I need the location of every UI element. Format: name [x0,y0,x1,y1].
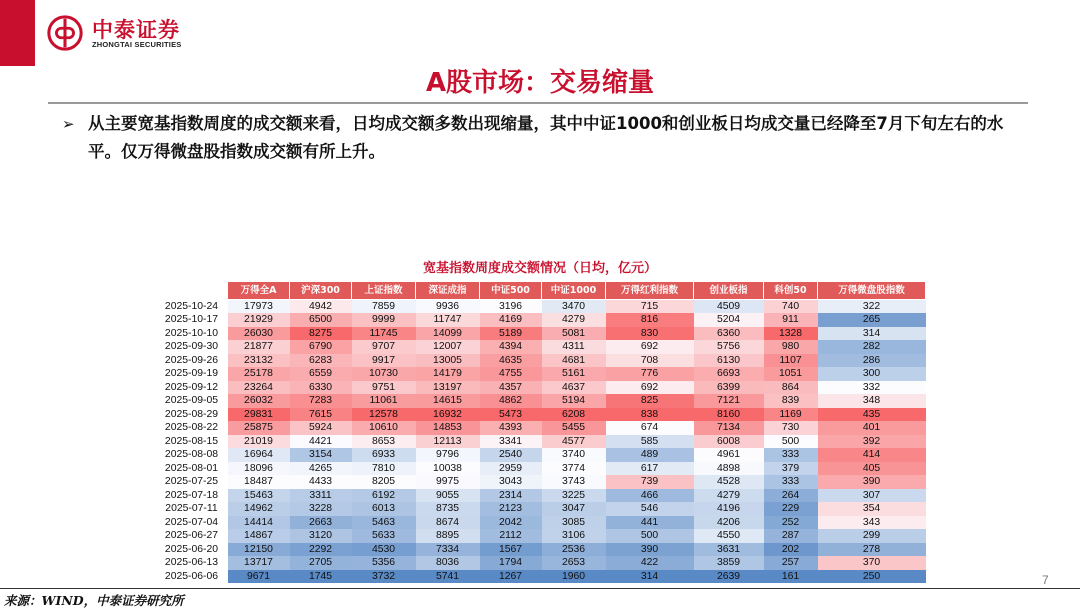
value-cell: 5081 [542,327,606,341]
value-cell: 161 [764,570,818,584]
value-cell: 980 [764,340,818,354]
value-cell: 6360 [694,327,764,341]
value-cell: 29831 [228,408,290,422]
table-row [156,462,926,476]
table-row [156,543,926,557]
footer-divider [0,588,1080,589]
table-row [156,475,926,489]
value-cell: 9999 [352,313,416,327]
value-cell: 2042 [480,516,542,530]
value-cell: 435 [818,408,926,422]
value-cell: 4169 [480,313,542,327]
value-cell: 6330 [290,381,352,395]
value-cell: 278 [818,543,926,557]
summary-bullet [62,110,1022,166]
value-cell: 8275 [290,327,352,341]
table-row [156,340,926,354]
value-cell: 8895 [416,529,480,543]
value-cell: 392 [818,435,926,449]
date-cell: 2025-10-24 [156,300,228,314]
value-cell: 370 [818,556,926,570]
table-row [156,354,926,368]
value-cell: 12113 [416,435,480,449]
value-cell: 489 [606,448,694,462]
value-cell: 10730 [352,367,416,381]
date-cell: 2025-09-26 [156,354,228,368]
value-cell: 252 [764,516,818,530]
value-cell: 12007 [416,340,480,354]
table-row [156,381,926,395]
value-cell: 2705 [290,556,352,570]
value-cell: 282 [818,340,926,354]
value-cell: 14099 [416,327,480,341]
table-header-row [156,282,926,300]
date-cell: 2025-10-10 [156,327,228,341]
value-cell: 4530 [352,543,416,557]
value-cell: 250 [818,570,926,584]
value-cell: 4577 [542,435,606,449]
value-cell: 300 [818,367,926,381]
value-cell: 830 [606,327,694,341]
column-header: 创业板指 [694,282,764,300]
value-cell: 441 [606,516,694,530]
table-caption: 宽基指数周度成交额情况（日均，亿元） [422,261,657,276]
value-cell: 2653 [542,556,606,570]
brand-name-en: ZHONGTAI SECURITIES [92,40,182,49]
value-cell: 4942 [290,300,352,314]
column-header: 中证1000 [542,282,606,300]
table-row [156,327,926,341]
value-cell: 379 [764,462,818,476]
date-cell: 2025-08-29 [156,408,228,422]
value-cell: 7134 [694,421,764,435]
value-cell: 708 [606,354,694,368]
value-cell: 4637 [542,381,606,395]
value-cell: 4196 [694,502,764,516]
value-cell: 825 [606,394,694,408]
value-cell: 5463 [352,516,416,530]
value-cell: 6208 [542,408,606,422]
value-cell: 3311 [290,489,352,503]
value-cell: 1169 [764,408,818,422]
value-cell: 715 [606,300,694,314]
brand-name-cn: 中泰证券 [92,18,180,42]
value-cell: 8735 [416,502,480,516]
value-cell: 5455 [542,421,606,435]
value-cell: 9796 [416,448,480,462]
value-cell: 14962 [228,502,290,516]
value-cell: 1328 [764,327,818,341]
value-cell: 5161 [542,367,606,381]
value-cell: 13005 [416,354,480,368]
value-cell: 265 [818,313,926,327]
value-cell: 17973 [228,300,290,314]
value-cell: 25178 [228,367,290,381]
value-cell: 739 [606,475,694,489]
value-cell: 5756 [694,340,764,354]
value-cell: 6399 [694,381,764,395]
value-cell: 4681 [542,354,606,368]
column-header: 万得红利指数 [606,282,694,300]
value-cell: 229 [764,502,818,516]
value-cell: 314 [818,327,926,341]
value-cell: 5204 [694,313,764,327]
value-cell: 202 [764,543,818,557]
date-cell: 2025-06-13 [156,556,228,570]
value-cell: 390 [818,475,926,489]
column-header: 万得微盘股指数 [818,282,926,300]
value-cell: 9751 [352,381,416,395]
value-cell: 18096 [228,462,290,476]
table-row [156,570,926,584]
value-cell: 2540 [480,448,542,462]
date-cell: 2025-07-11 [156,502,228,516]
value-cell: 4898 [694,462,764,476]
value-cell: 3225 [542,489,606,503]
value-cell: 10610 [352,421,416,435]
date-cell: 2025-09-12 [156,381,228,395]
value-cell: 11747 [416,313,480,327]
value-cell: 307 [818,489,926,503]
value-cell: 864 [764,381,818,395]
value-cell: 18487 [228,475,290,489]
column-header-date [156,282,228,300]
value-cell: 4550 [694,529,764,543]
table-row [156,435,926,449]
table-row [156,421,926,435]
date-cell: 2025-06-20 [156,543,228,557]
value-cell: 1960 [542,570,606,584]
title-divider [48,102,1028,104]
value-cell: 4421 [290,435,352,449]
value-cell: 3470 [542,300,606,314]
date-cell: 2025-08-01 [156,462,228,476]
value-cell: 6559 [290,367,352,381]
value-cell: 3631 [694,543,764,557]
value-cell: 3085 [542,516,606,530]
slide-title: A股市场：交易缩量 [425,68,655,98]
value-cell: 14615 [416,394,480,408]
value-cell: 5194 [542,394,606,408]
date-cell: 2025-08-08 [156,448,228,462]
value-cell: 6500 [290,313,352,327]
value-cell: 500 [606,529,694,543]
value-cell: 21877 [228,340,290,354]
value-cell: 322 [818,300,926,314]
value-cell: 14414 [228,516,290,530]
value-cell: 2663 [290,516,352,530]
value-cell: 9707 [352,340,416,354]
value-cell: 6933 [352,448,416,462]
value-cell: 7810 [352,462,416,476]
value-cell: 21019 [228,435,290,449]
value-cell: 2536 [542,543,606,557]
value-cell: 12578 [352,408,416,422]
value-cell: 730 [764,421,818,435]
value-cell: 1745 [290,570,352,584]
value-cell: 4528 [694,475,764,489]
value-cell: 414 [818,448,926,462]
table-row [156,529,926,543]
table-body [156,300,926,584]
value-cell: 5356 [352,556,416,570]
value-cell: 299 [818,529,926,543]
bullet-arrow-icon: ➢ [62,115,75,133]
date-cell: 2025-07-18 [156,489,228,503]
value-cell: 692 [606,381,694,395]
column-header: 科创50 [764,282,818,300]
date-cell: 2025-07-04 [156,516,228,530]
value-cell: 3732 [352,570,416,584]
value-cell: 8205 [352,475,416,489]
value-cell: 11745 [352,327,416,341]
value-cell: 3859 [694,556,764,570]
value-cell: 23264 [228,381,290,395]
value-cell: 5189 [480,327,542,341]
table-row [156,300,926,314]
summary-text: 从主要宽基指数周度的成交额来看，日均成交额多数出现缩量，其中中证1000和创业板日均成交量已经降至7月下旬左右的水平。仅万得微盘股指数成交额有所上升。 [88,114,1004,161]
value-cell: 348 [818,394,926,408]
value-cell: 23132 [228,354,290,368]
value-cell: 1107 [764,354,818,368]
value-cell: 401 [818,421,926,435]
value-cell: 5633 [352,529,416,543]
value-cell: 4311 [542,340,606,354]
value-cell: 9055 [416,489,480,503]
value-cell: 2112 [480,529,542,543]
turnover-table [155,281,926,583]
value-cell: 6130 [694,354,764,368]
table-row [156,394,926,408]
value-cell: 7121 [694,394,764,408]
value-cell: 3341 [480,435,542,449]
value-cell: 13717 [228,556,290,570]
value-cell: 2314 [480,489,542,503]
value-cell: 2959 [480,462,542,476]
value-cell: 4279 [542,313,606,327]
value-cell: 21929 [228,313,290,327]
value-cell: 1051 [764,367,818,381]
brand-accent-bar [0,0,35,66]
value-cell: 9671 [228,570,290,584]
value-cell: 4433 [290,475,352,489]
value-cell: 8674 [416,516,480,530]
value-cell: 314 [606,570,694,584]
value-cell: 5924 [290,421,352,435]
value-cell: 4635 [480,354,542,368]
value-cell: 3154 [290,448,352,462]
value-cell: 7334 [416,543,480,557]
table-row [156,489,926,503]
date-cell: 2025-08-15 [156,435,228,449]
zhongtai-logo-icon [46,14,84,52]
value-cell: 25875 [228,421,290,435]
value-cell: 14867 [228,529,290,543]
value-cell: 4961 [694,448,764,462]
value-cell: 466 [606,489,694,503]
date-cell: 2025-06-06 [156,570,228,584]
value-cell: 4755 [480,367,542,381]
value-cell: 4265 [290,462,352,476]
value-cell: 3120 [290,529,352,543]
value-cell: 16964 [228,448,290,462]
value-cell: 4279 [694,489,764,503]
column-header: 万得全A [228,282,290,300]
value-cell: 546 [606,502,694,516]
date-cell: 2025-08-22 [156,421,228,435]
value-cell: 816 [606,313,694,327]
table-row [156,408,926,422]
value-cell: 4394 [480,340,542,354]
column-header: 深证成指 [416,282,480,300]
value-cell: 3774 [542,462,606,476]
value-cell: 617 [606,462,694,476]
column-header: 沪深300 [290,282,352,300]
value-cell: 390 [606,543,694,557]
date-cell: 2025-09-19 [156,367,228,381]
value-cell: 6283 [290,354,352,368]
value-cell: 7859 [352,300,416,314]
value-cell: 257 [764,556,818,570]
value-cell: 264 [764,489,818,503]
value-cell: 10038 [416,462,480,476]
value-cell: 3047 [542,502,606,516]
value-cell: 9975 [416,475,480,489]
table-row [156,556,926,570]
value-cell: 3228 [290,502,352,516]
value-cell: 7615 [290,408,352,422]
value-cell: 776 [606,367,694,381]
value-cell: 286 [818,354,926,368]
value-cell: 332 [818,381,926,395]
source-note: 来源：WIND，中泰证券研究所 [4,593,184,608]
value-cell: 674 [606,421,694,435]
value-cell: 3106 [542,529,606,543]
value-cell: 26032 [228,394,290,408]
value-cell: 6790 [290,340,352,354]
column-header: 中证500 [480,282,542,300]
value-cell: 12150 [228,543,290,557]
value-cell: 585 [606,435,694,449]
value-cell: 1794 [480,556,542,570]
value-cell: 9936 [416,300,480,314]
value-cell: 3196 [480,300,542,314]
value-cell: 500 [764,435,818,449]
value-cell: 6192 [352,489,416,503]
page-number: 7 [1042,573,1049,587]
value-cell: 4509 [694,300,764,314]
value-cell: 3740 [542,448,606,462]
value-cell: 16932 [416,408,480,422]
value-cell: 5741 [416,570,480,584]
value-cell: 2639 [694,570,764,584]
value-cell: 9917 [352,354,416,368]
column-header: 上证指数 [352,282,416,300]
table-row [156,448,926,462]
value-cell: 6693 [694,367,764,381]
value-cell: 287 [764,529,818,543]
table-row [156,313,926,327]
value-cell: 5473 [480,408,542,422]
date-cell: 2025-06-27 [156,529,228,543]
value-cell: 2292 [290,543,352,557]
value-cell: 8653 [352,435,416,449]
value-cell: 333 [764,448,818,462]
value-cell: 15463 [228,489,290,503]
value-cell: 692 [606,340,694,354]
value-cell: 839 [764,394,818,408]
value-cell: 14853 [416,421,480,435]
value-cell: 6008 [694,435,764,449]
value-cell: 11061 [352,394,416,408]
value-cell: 1267 [480,570,542,584]
value-cell: 13197 [416,381,480,395]
table-row [156,502,926,516]
date-cell: 2025-09-30 [156,340,228,354]
value-cell: 7283 [290,394,352,408]
value-cell: 14179 [416,367,480,381]
value-cell: 4357 [480,381,542,395]
date-cell: 2025-07-25 [156,475,228,489]
value-cell: 3043 [480,475,542,489]
value-cell: 3743 [542,475,606,489]
value-cell: 1567 [480,543,542,557]
value-cell: 4393 [480,421,542,435]
value-cell: 6013 [352,502,416,516]
date-cell: 2025-10-17 [156,313,228,327]
table-row [156,516,926,530]
value-cell: 2123 [480,502,542,516]
value-cell: 4862 [480,394,542,408]
value-cell: 740 [764,300,818,314]
value-cell: 354 [818,502,926,516]
value-cell: 333 [764,475,818,489]
value-cell: 8036 [416,556,480,570]
value-cell: 911 [764,313,818,327]
value-cell: 4206 [694,516,764,530]
date-cell: 2025-09-05 [156,394,228,408]
value-cell: 422 [606,556,694,570]
table-row [156,367,926,381]
value-cell: 405 [818,462,926,476]
value-cell: 26030 [228,327,290,341]
value-cell: 838 [606,408,694,422]
value-cell: 8160 [694,408,764,422]
value-cell: 343 [818,516,926,530]
